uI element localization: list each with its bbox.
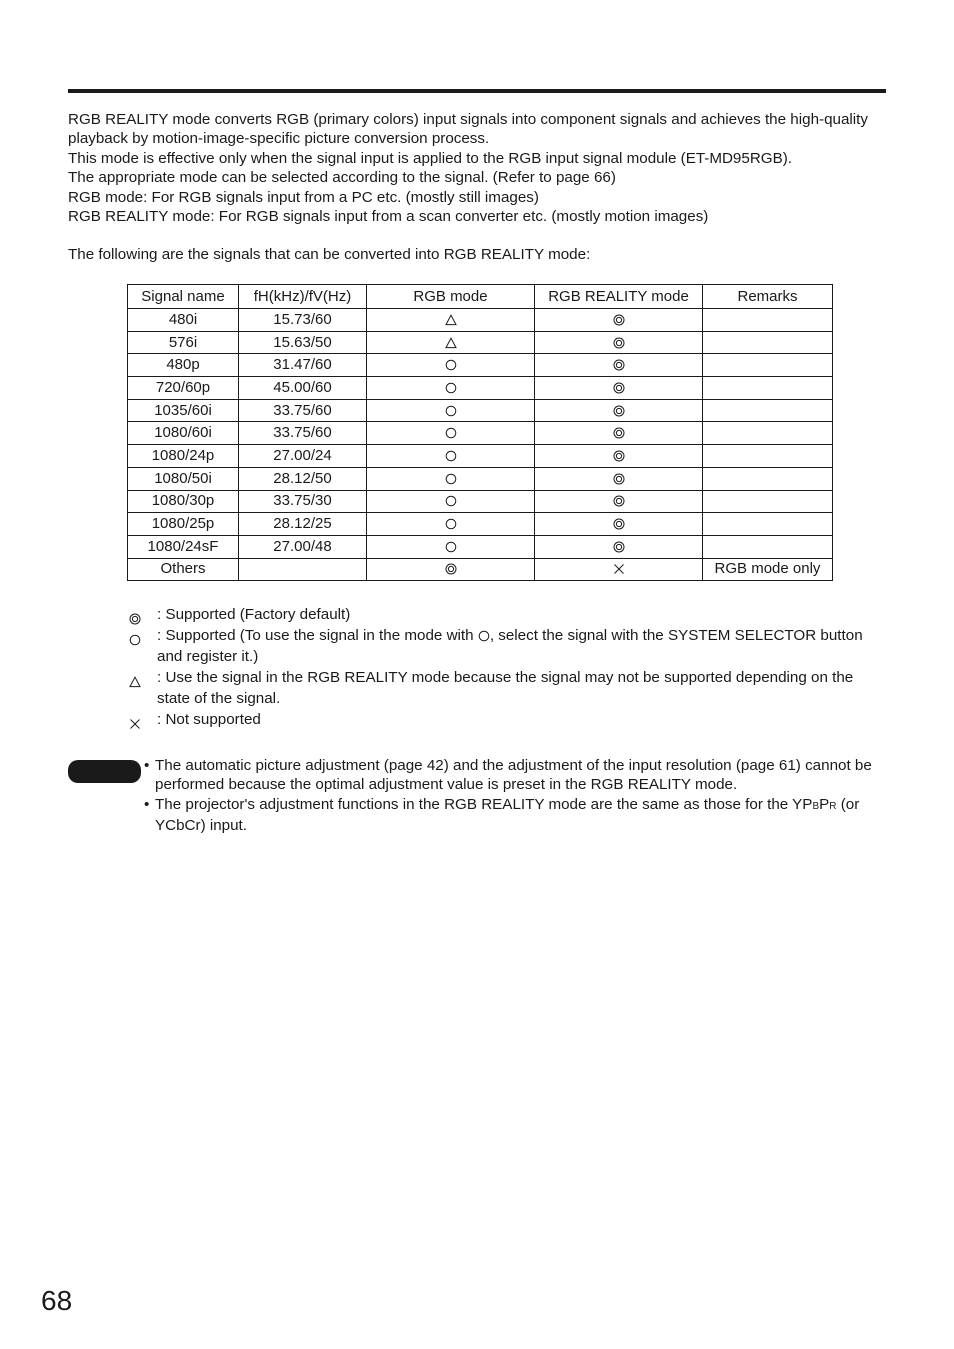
cell-frequency: 28.12/50 xyxy=(239,467,367,490)
legend-item xyxy=(129,604,869,625)
cell-rgb-reality-mode xyxy=(535,467,703,490)
table-row xyxy=(128,422,833,445)
table-row xyxy=(128,445,833,468)
cell-signal-name: 480i xyxy=(128,309,239,332)
legend-text: : Supported (Factory default) xyxy=(157,606,351,623)
table-row xyxy=(128,535,833,558)
circle-icon xyxy=(445,492,457,509)
cell-frequency: 33.75/60 xyxy=(239,422,367,445)
circle-icon xyxy=(445,470,457,487)
table-row xyxy=(128,490,833,513)
signal-table xyxy=(127,284,833,581)
intro-line-5: RGB REALITY mode: For RGB signals input from a scan converter etc. (mostly motion images) xyxy=(68,208,709,226)
symbol-legend xyxy=(129,604,869,730)
header-remarks: Remarks xyxy=(703,285,833,309)
cell-remarks xyxy=(703,399,833,422)
cell-rgb-reality-mode xyxy=(535,399,703,422)
cell-rgb-mode xyxy=(367,377,535,400)
cell-rgb-reality-mode xyxy=(535,513,703,536)
cell-rgb-reality-mode xyxy=(535,309,703,332)
cell-signal-name: Others xyxy=(128,558,239,581)
legend-item xyxy=(129,625,869,667)
note-text-part: P xyxy=(819,795,830,813)
cell-remarks xyxy=(703,445,833,468)
double-circle-icon xyxy=(613,334,625,351)
intro-text xyxy=(68,110,878,265)
top-rule xyxy=(68,89,886,93)
cell-remarks xyxy=(703,535,833,558)
header-signal-name: Signal name xyxy=(128,285,239,309)
subscript: B xyxy=(812,800,820,812)
cell-rgb-mode xyxy=(367,558,535,581)
cell-frequency: 45.00/60 xyxy=(239,377,367,400)
table-row xyxy=(128,377,833,400)
cross-icon xyxy=(129,713,141,734)
cell-remarks xyxy=(703,331,833,354)
cell-frequency: 31.47/60 xyxy=(239,354,367,377)
subscript: R xyxy=(829,800,837,812)
cell-signal-name: 1080/25p xyxy=(128,513,239,536)
cross-icon xyxy=(613,560,625,577)
cell-signal-name: 1080/30p xyxy=(128,490,239,513)
cell-frequency: 33.75/30 xyxy=(239,490,367,513)
cell-rgb-reality-mode xyxy=(535,377,703,400)
double-circle-icon xyxy=(445,560,457,577)
cell-rgb-mode xyxy=(367,445,535,468)
cell-remarks xyxy=(703,354,833,377)
cell-remarks xyxy=(703,513,833,536)
intro-lead: The following are the signals that can be converted into RGB REALITY mode: xyxy=(68,246,591,264)
header-rgb-mode: RGB mode xyxy=(367,285,535,309)
note-text-part: The projector's adjustment functions in the RGB REALITY mode are the same as those for the YP xyxy=(155,795,813,813)
cell-remarks xyxy=(703,422,833,445)
cell-remarks: RGB mode only xyxy=(703,558,833,581)
intro-line-3: The appropriate mode can be selected according to the signal. (Refer to page 66) xyxy=(68,169,616,187)
cell-rgb-mode xyxy=(367,309,535,332)
circle-icon xyxy=(129,629,141,650)
double-circle-icon xyxy=(613,402,625,419)
cell-signal-name: 1080/24sF xyxy=(128,535,239,558)
intro-line-1: RGB REALITY mode converts RGB (primary colors) input signals into component signals and achieves the high-quality playback by motion-image-specific picture conversion process. xyxy=(68,111,868,148)
cell-signal-name: 1080/50i xyxy=(128,467,239,490)
cell-signal-name: 720/60p xyxy=(128,377,239,400)
circle-icon xyxy=(445,447,457,464)
legend-item xyxy=(129,667,869,709)
header-frequency: fH(kHz)/fV(Hz) xyxy=(239,285,367,309)
legend-text xyxy=(157,625,869,667)
cell-frequency: 27.00/24 xyxy=(239,445,367,468)
cell-rgb-reality-mode xyxy=(535,445,703,468)
cell-rgb-reality-mode xyxy=(535,422,703,445)
circle-icon xyxy=(478,627,490,644)
circle-icon xyxy=(445,356,457,373)
cell-frequency: 15.73/60 xyxy=(239,309,367,332)
note-text-part: (or YCbCr) input. xyxy=(155,795,860,835)
cell-rgb-mode xyxy=(367,331,535,354)
note-text xyxy=(155,796,859,834)
cell-rgb-reality-mode xyxy=(535,354,703,377)
cell-rgb-mode xyxy=(367,399,535,422)
table-row xyxy=(128,309,833,332)
note-text: The automatic picture adjustment (page 42) and the adjustment of the input resolution (page 61) cannot be performed because the optimal adjustment value is preset in the RGB REALITY mode. xyxy=(155,757,872,794)
legend-text: : Not supported xyxy=(157,711,261,728)
cell-rgb-mode xyxy=(367,490,535,513)
cell-remarks xyxy=(703,467,833,490)
table-row xyxy=(128,354,833,377)
table-header-row xyxy=(128,285,833,309)
double-circle-icon xyxy=(613,379,625,396)
circle-icon xyxy=(445,538,457,555)
cell-signal-name: 1080/24p xyxy=(128,445,239,468)
cell-rgb-reality-mode xyxy=(535,490,703,513)
double-circle-icon xyxy=(613,311,625,328)
note-badge xyxy=(68,760,141,783)
cell-rgb-mode xyxy=(367,354,535,377)
table-row xyxy=(128,467,833,490)
double-circle-icon xyxy=(613,447,625,464)
double-circle-icon xyxy=(613,424,625,441)
cell-signal-name: 576i xyxy=(128,331,239,354)
note-list xyxy=(144,756,884,836)
table-row xyxy=(128,558,833,581)
legend-item xyxy=(129,709,869,730)
cell-remarks xyxy=(703,490,833,513)
intro-line-4: RGB mode: For RGB signals input from a PC etc. (mostly still images) xyxy=(68,188,539,206)
cell-frequency: 28.12/25 xyxy=(239,513,367,536)
page-number: 68 xyxy=(41,1285,73,1316)
circle-icon xyxy=(445,424,457,441)
cell-frequency: 27.00/48 xyxy=(239,535,367,558)
double-circle-icon xyxy=(613,515,625,532)
table-row xyxy=(128,513,833,536)
cell-frequency: 15.63/50 xyxy=(239,331,367,354)
legend-text: : Use the signal in the RGB REALITY mode because the signal may not be supported depending on the state of the signal. xyxy=(157,669,854,707)
note-item xyxy=(144,756,884,795)
cell-rgb-mode xyxy=(367,467,535,490)
legend-text-part: , select the signal with the SYSTEM SELECTOR button and register it.) xyxy=(157,627,863,665)
cell-rgb-mode xyxy=(367,422,535,445)
circle-icon xyxy=(445,402,457,419)
cell-rgb-mode xyxy=(367,535,535,558)
double-circle-icon xyxy=(613,470,625,487)
cell-signal-name: 1080/60i xyxy=(128,422,239,445)
cell-rgb-reality-mode xyxy=(535,331,703,354)
bullet: • xyxy=(144,757,150,774)
cell-remarks xyxy=(703,377,833,400)
cell-rgb-reality-mode xyxy=(535,535,703,558)
double-circle-icon xyxy=(613,538,625,555)
note-item xyxy=(144,795,884,836)
cell-rgb-reality-mode xyxy=(535,558,703,581)
triangle-icon xyxy=(445,311,457,328)
intro-line-2: This mode is effective only when the signal input is applied to the RGB input signal module (ET-MD95RGB). xyxy=(68,149,793,167)
triangle-icon xyxy=(445,334,457,351)
triangle-icon xyxy=(129,671,141,692)
double-circle-icon xyxy=(613,356,625,373)
cell-frequency xyxy=(239,558,367,581)
cell-signal-name: 1035/60i xyxy=(128,399,239,422)
cell-frequency: 33.75/60 xyxy=(239,399,367,422)
table-row xyxy=(128,399,833,422)
cell-signal-name: 480p xyxy=(128,354,239,377)
cell-remarks xyxy=(703,309,833,332)
table-row xyxy=(128,331,833,354)
bullet: • xyxy=(144,795,150,813)
header-rgb-reality-mode: RGB REALITY mode xyxy=(535,285,703,309)
circle-icon xyxy=(445,515,457,532)
double-circle-icon xyxy=(613,492,625,509)
cell-rgb-mode xyxy=(367,513,535,536)
legend-text-part: : Supported (To use the signal in the mode with xyxy=(157,627,478,644)
circle-icon xyxy=(445,379,457,396)
